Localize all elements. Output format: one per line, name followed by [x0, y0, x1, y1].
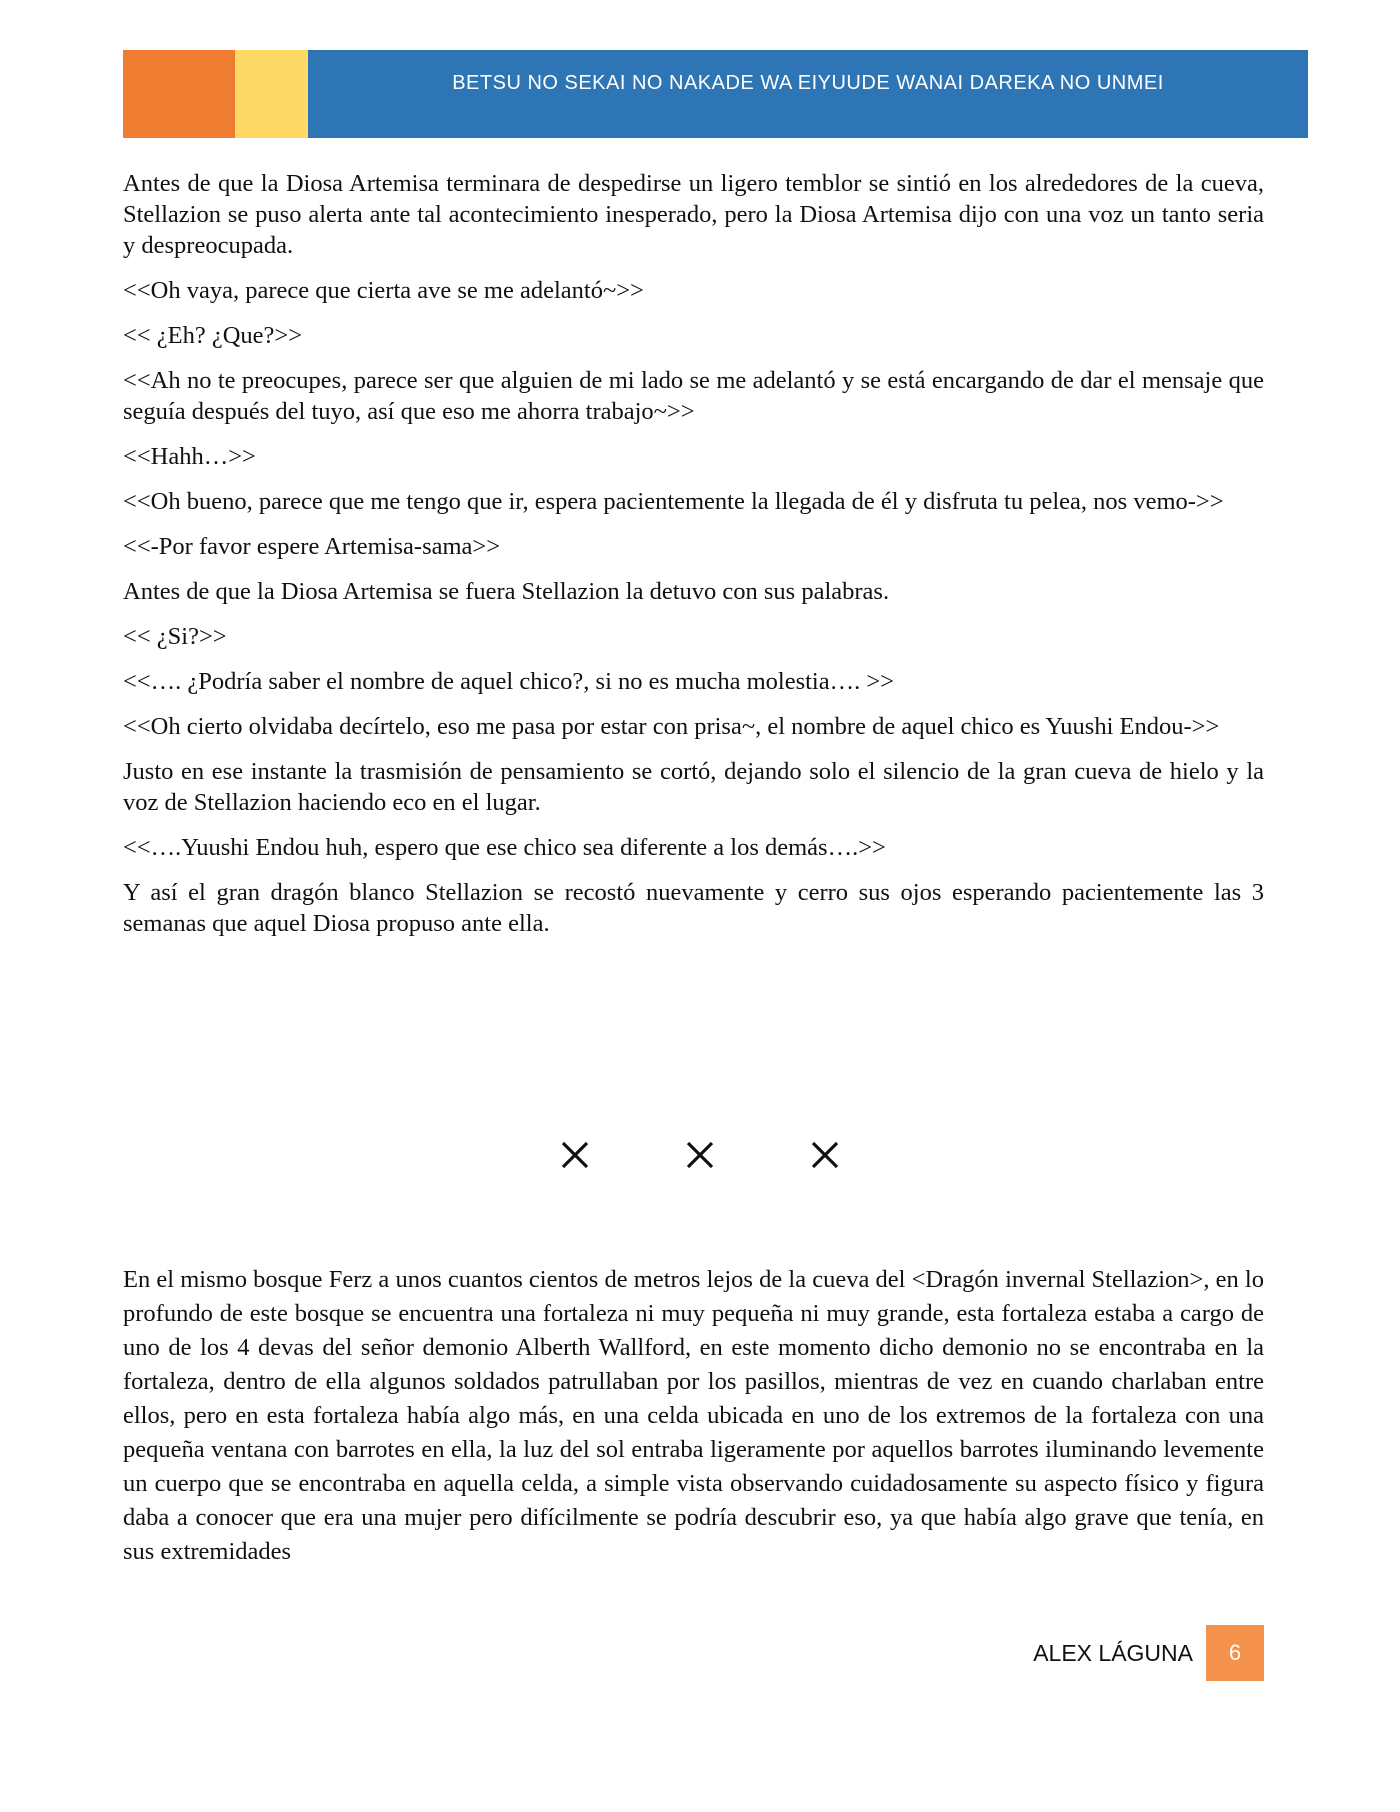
- paragraph: <<Oh cierto olvidaba decírtelo, eso me pasa por estar con prisa~, el nombre de aquel chico es Yuushi Endou->>: [123, 713, 1220, 740]
- cross-icon: [685, 1140, 715, 1170]
- cross-icon: [810, 1140, 840, 1170]
- header-orange-block: [123, 50, 235, 138]
- section-two-text: [123, 1263, 1264, 1569]
- paragraph: <<….Yuushi Endou huh, espero que ese chico sea diferente a los demás….>>: [123, 834, 886, 861]
- paragraph: <<-Por favor espere Artemisa-sama>>: [123, 533, 501, 560]
- footer-author: ALEX LÁGUNA: [1033, 1640, 1193, 1666]
- page-header: [123, 50, 1308, 138]
- paragraph: <<Oh bueno, parece que me tengo que ir, espera pacientemente la llegada de él y disfruta tu pelea, nos vemo->>: [123, 488, 1224, 515]
- paragraph: <<…. ¿Podría saber el nombre de aquel chico?, si no es mucha molestia…. >>: [123, 668, 894, 695]
- main-text: [123, 168, 1264, 953]
- paragraph: <<Hahh…>>: [123, 443, 256, 470]
- paragraph: Antes de que la Diosa Artemisa terminara de despedirse un ligero temblor se sintió en los alrededores de la cueva, Stellazion se puso alerta ante tal acontecimiento inesperado, pero la Diosa Artemisa dijo con una voz un tanto seria y despreocupada.: [123, 170, 1264, 259]
- header-yellow-block: [235, 50, 308, 138]
- header-title: BETSU NO SEKAI NO NAKADE WA EIYUUDE WANAI DAREKA NO UNMEI: [452, 72, 1164, 94]
- paragraph: Y así el gran dragón blanco Stellazion se recostó nuevamente y cerro sus ojos esperando pacientemente las 3 semanas que aquel Diosa propuso ante ella.: [123, 879, 1264, 937]
- paragraph: << ¿Eh? ¿Que?>>: [123, 322, 303, 349]
- paragraph: <<Ah no te preocupes, parece ser que alguien de mi lado se me adelantó y se está encargando de dar el mensaje que seguía después del tuyo, así que eso me ahorra trabajo~>>: [123, 367, 1264, 425]
- paragraph: << ¿Si?>>: [123, 623, 227, 650]
- page-number: 6: [1228, 1640, 1242, 1665]
- paragraph: Justo en ese instante la trasmisión de pensamiento se cortó, dejando solo el silencio de la gran cueva de hielo y la voz de Stellazion haciendo eco en el lugar.: [123, 758, 1264, 816]
- page-number-badge: [1206, 1625, 1264, 1681]
- paragraph: Antes de que la Diosa Artemisa se fuera Stellazion la detuvo con sus palabras.: [123, 578, 890, 605]
- paragraph: <<Oh vaya, parece que cierta ave se me adelantó~>>: [123, 277, 644, 304]
- cross-icon: [560, 1140, 590, 1170]
- section-separator: [0, 1140, 1400, 1170]
- paragraph: En el mismo bosque Ferz a unos cuantos cientos de metros lejos de la cueva del <Dragón invernal Stellazion>, en lo profundo de este bosque se encuentra una fortaleza ni muy pequeña ni muy grande, esta fortaleza estaba a cargo de uno de los 4 devas del señor demonio Alberth Wallford, en este momento dicho demonio no se encontraba en la fortaleza, dentro de ella algunos soldados patrullaban por los pasillos, mientras de vez en cuando charlaban entre ellos, pero en esta fortaleza había algo más, en una celda ubicada en uno de los extremos de la fortaleza con una pequeña ventana con barrotes en ella, la luz del sol entraba ligeramente por aquellos barrotes iluminando levemente un cuerpo que se encontraba en aquella celda, a simple vista observando cuidadosamente su aspecto físico y figura daba a conocer que era una mujer pero difícilmente se podría descubrir eso, ya que había algo grave que tenía, en sus extremidades: [123, 1266, 1264, 1565]
